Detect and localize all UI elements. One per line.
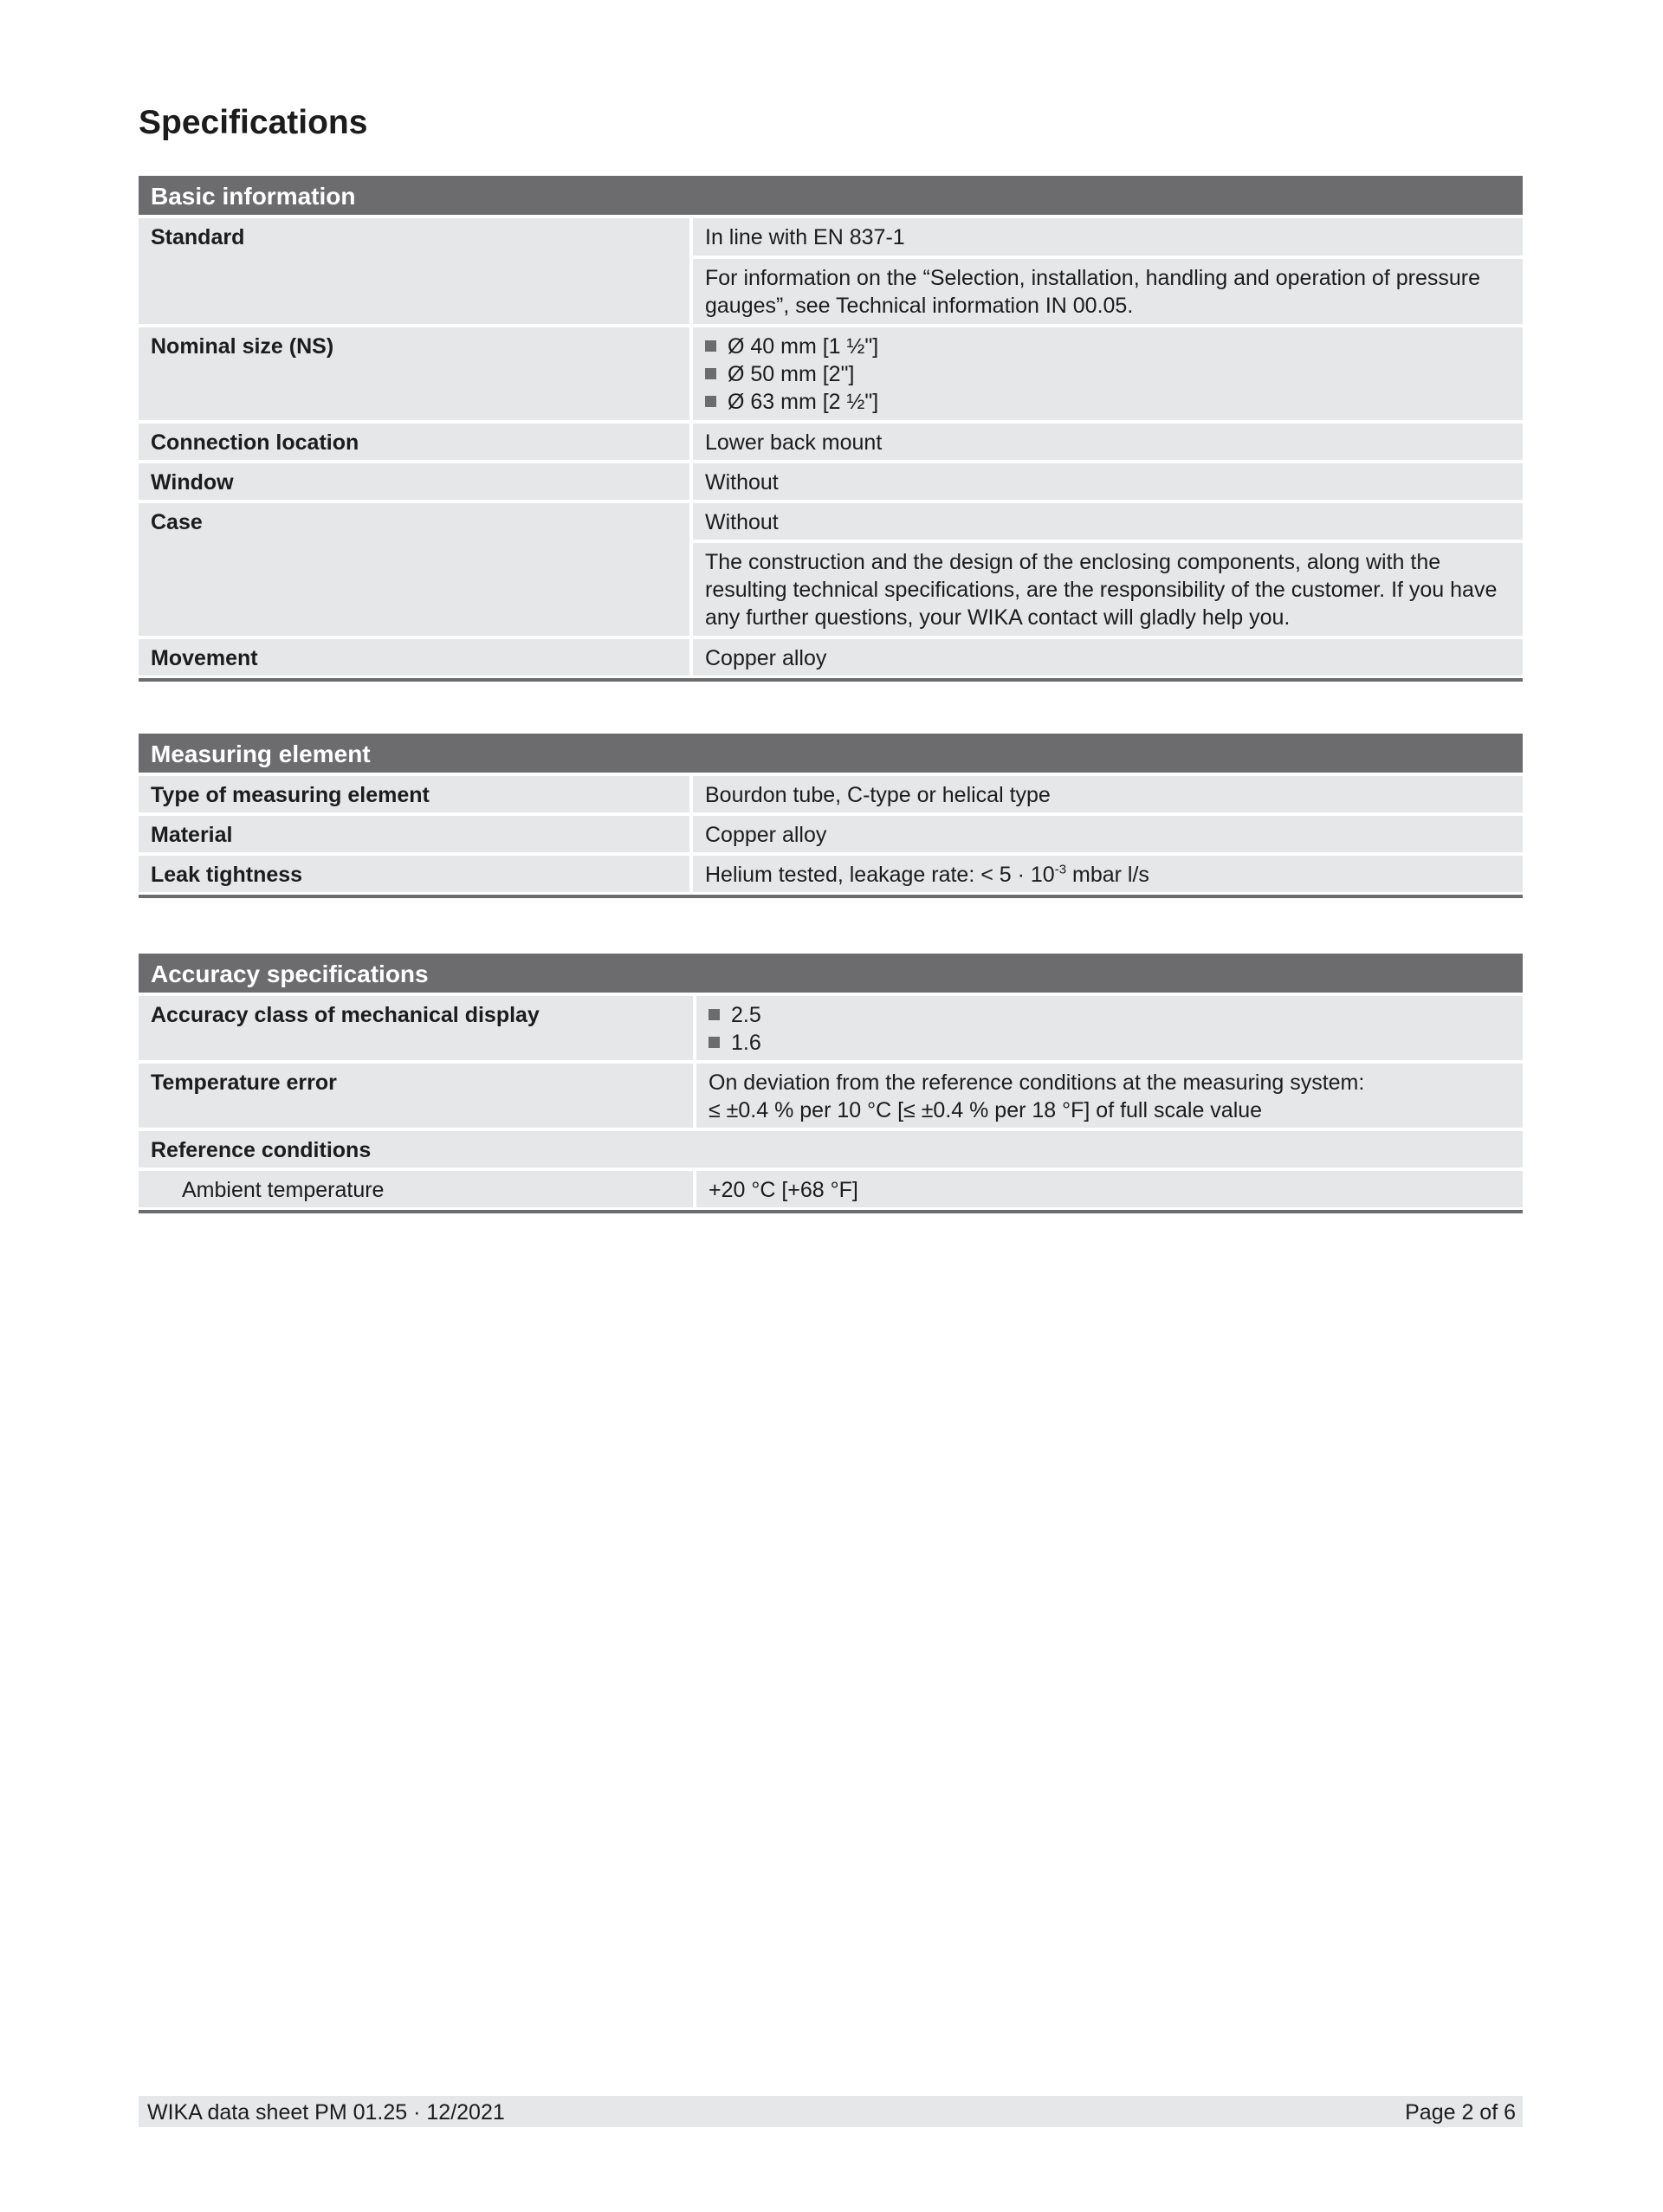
row-value: On deviation from the reference conditions at the measuring system: ≤ ±0.4 % per 10 °C [≤ ±0.4 % per 18 °F] of full scale value [696,1064,1523,1128]
accuracy-specifications-table [139,954,1523,1213]
row-value: The construction and the design of the enclosing components, along with the resulting technical specifications, are the responsibility of the customer. If you have any further questions, your WIKA contact will gladly help you. [693,543,1523,636]
section-heading: Basic information [139,176,1523,215]
row-value [696,996,1523,1060]
row-label: Standard [139,218,689,324]
row-value: Copper alloy [693,816,1523,852]
square-bullet-icon [709,1009,720,1020]
section-divider [139,1210,1523,1213]
list-item: 1.6 [709,1029,1511,1057]
row-label: Accuracy class of mechanical display [139,996,693,1060]
list-item: Ø 40 mm [1 ½"] [705,333,1511,360]
row-label: Nominal size (NS) [139,327,689,420]
section-divider [139,678,1523,682]
square-bullet-icon [705,396,716,407]
table-row [139,776,1523,812]
measuring-element-table [139,734,1523,898]
list-item: 2.5 [709,1001,1511,1029]
table-row [139,639,1523,676]
row-label: Movement [139,639,689,676]
row-value: Copper alloy [693,639,1523,676]
section-heading: Accuracy specifications [139,954,1523,993]
table-row [139,1064,1523,1128]
row-label: Case [139,503,689,636]
table-row [139,856,1523,892]
table-row [139,327,1523,420]
row-value: For information on the “Selection, installation, handling and operation of pressure gauges”, see Technical information IN 00.05. [693,259,1523,324]
page-footer [139,2096,1523,2127]
table-row [139,424,1523,460]
page-number: Page 2 of 6 [1405,2100,1516,2125]
row-label: Type of measuring element [139,776,689,812]
page-title: Specifications [139,104,368,141]
list-item: Ø 63 mm [2 ½"] [705,388,1511,416]
row-label: Ambient temperature [139,1171,693,1207]
square-bullet-icon [705,340,716,352]
square-bullet-icon [709,1037,720,1048]
footer-doc-reference: WIKA data sheet PM 01.25 · 12/2021 [147,2100,505,2125]
row-label: Material [139,816,689,852]
row-label: Reference conditions [139,1131,1523,1167]
row-label: Temperature error [139,1064,693,1128]
row-value: Without [693,463,1523,500]
row-label: Leak tightness [139,856,689,892]
row-value: In line with EN 837-1 [693,218,1523,255]
row-value: Lower back mount [693,424,1523,460]
row-value: Bourdon tube, C-type or helical type [693,776,1523,812]
section-divider [139,895,1523,898]
section-heading: Measuring element [139,734,1523,773]
table-row [139,1171,1523,1207]
table-row [139,463,1523,500]
table-row [139,1131,1523,1167]
table-row [139,503,1523,636]
row-label: Connection location [139,424,689,460]
row-value [693,327,1523,420]
square-bullet-icon [705,368,716,379]
row-label: Window [139,463,689,500]
list-item: Ø 50 mm [2"] [705,360,1511,388]
table-row [139,218,1523,324]
table-row [139,816,1523,852]
basic-information-table [139,176,1523,682]
table-row [139,996,1523,1060]
row-value: Without [693,503,1523,540]
row-value: Helium tested, leakage rate: < $5 \cdot 10^{-3}$ mbar l/s [693,856,1523,892]
row-value: +20 °C [+68 °F] [696,1171,1523,1207]
